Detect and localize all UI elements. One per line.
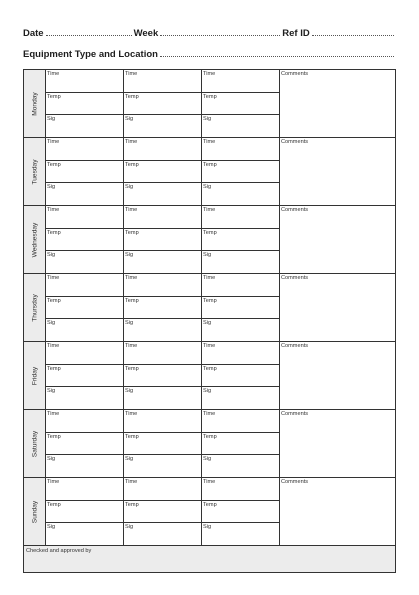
day-label-cell xyxy=(24,478,46,545)
time-cell[interactable]: Time xyxy=(46,70,124,93)
time-cell[interactable]: Time xyxy=(124,410,202,433)
time-cell[interactable]: Time xyxy=(124,342,202,365)
time-cell[interactable]: Time xyxy=(202,138,280,161)
temp-cell[interactable]: Temp xyxy=(202,297,280,319)
sig-cell[interactable]: Sig xyxy=(124,183,202,206)
sig-cell[interactable]: Sig xyxy=(202,387,280,410)
temp-cell[interactable]: Temp xyxy=(124,433,202,455)
header-row-date-week-ref xyxy=(23,28,396,39)
day-label-cell xyxy=(24,206,46,273)
temp-cell[interactable]: Temp xyxy=(46,433,124,455)
ref-id-field[interactable] xyxy=(312,28,394,36)
sig-cell[interactable]: Sig xyxy=(46,387,124,410)
week-field[interactable] xyxy=(160,28,280,36)
day-name: Friday xyxy=(31,366,38,385)
comments-cell[interactable]: Comments xyxy=(281,139,309,145)
temp-cell[interactable]: Temp xyxy=(202,501,280,523)
date-label: Date xyxy=(23,28,44,39)
time-cell[interactable]: Time xyxy=(202,478,280,501)
temp-cell[interactable]: Temp xyxy=(46,161,124,183)
time-cell[interactable]: Time xyxy=(46,342,124,365)
temp-cell[interactable]: Temp xyxy=(46,93,124,115)
time-cell[interactable]: Time xyxy=(202,70,280,93)
week-label: Week xyxy=(133,28,159,39)
temp-cell[interactable]: Temp xyxy=(202,161,280,183)
time-cell[interactable]: Time xyxy=(124,70,202,93)
day-name: Thursday xyxy=(31,293,38,322)
day-name: Wednesday xyxy=(31,222,38,257)
day-block-tuesday xyxy=(24,138,395,206)
comments-cell[interactable]: Comments xyxy=(281,207,309,213)
temp-cell[interactable]: Temp xyxy=(124,297,202,319)
day-block-monday xyxy=(24,70,395,138)
temp-cell[interactable]: Temp xyxy=(124,93,202,115)
approval-footer[interactable] xyxy=(24,546,395,572)
day-block-saturday xyxy=(24,410,395,478)
sig-cell[interactable]: Sig xyxy=(124,387,202,410)
comments-cell[interactable]: Comments xyxy=(281,343,309,349)
day-name: Monday xyxy=(31,91,38,116)
day-label-cell xyxy=(24,410,46,477)
sig-cell[interactable]: Sig xyxy=(202,251,280,274)
time-cell[interactable]: Time xyxy=(202,206,280,229)
sig-cell[interactable]: Sig xyxy=(46,115,124,138)
sig-cell[interactable]: Sig xyxy=(124,455,202,478)
day-block-wednesday xyxy=(24,206,395,274)
day-label-cell xyxy=(24,274,46,341)
approved-label: Checked and approved by xyxy=(26,548,92,554)
temp-cell[interactable]: Temp xyxy=(124,229,202,251)
sig-cell[interactable]: Sig xyxy=(202,455,280,478)
temp-cell[interactable]: Temp xyxy=(202,229,280,251)
day-name: Sunday xyxy=(31,500,38,523)
time-cell[interactable]: Time xyxy=(202,274,280,297)
time-cell[interactable]: Time xyxy=(124,206,202,229)
time-cell[interactable]: Time xyxy=(202,342,280,365)
temp-cell[interactable]: Temp xyxy=(124,365,202,387)
sig-cell[interactable]: Sig xyxy=(46,319,124,342)
sig-cell[interactable]: Sig xyxy=(202,319,280,342)
sig-cell[interactable]: Sig xyxy=(46,251,124,274)
temp-cell[interactable]: Temp xyxy=(46,297,124,319)
sig-cell[interactable]: Sig xyxy=(124,115,202,138)
temp-cell[interactable]: Temp xyxy=(124,501,202,523)
sig-cell[interactable]: Sig xyxy=(202,523,280,546)
comments-cell[interactable]: Comments xyxy=(281,479,309,485)
day-name: Tuesday xyxy=(31,158,38,185)
temp-cell[interactable]: Temp xyxy=(202,365,280,387)
sig-cell[interactable]: Sig xyxy=(46,183,124,206)
temp-cell[interactable]: Temp xyxy=(202,433,280,455)
time-cell[interactable]: Time xyxy=(202,410,280,433)
time-cell[interactable]: Time xyxy=(124,138,202,161)
comments-cell[interactable]: Comments xyxy=(281,71,309,77)
time-cell[interactable]: Time xyxy=(124,478,202,501)
sig-cell[interactable]: Sig xyxy=(46,455,124,478)
comments-cell[interactable]: Comments xyxy=(281,275,309,281)
sig-cell[interactable]: Sig xyxy=(202,115,280,138)
header-row-equipment xyxy=(23,49,396,60)
temp-cell[interactable]: Temp xyxy=(46,229,124,251)
time-cell[interactable]: Time xyxy=(46,410,124,433)
sig-cell[interactable]: Sig xyxy=(124,319,202,342)
day-block-friday xyxy=(24,342,395,410)
day-block-sunday xyxy=(24,478,395,546)
temp-cell[interactable]: Temp xyxy=(46,365,124,387)
date-field[interactable] xyxy=(46,28,132,36)
comments-cell[interactable]: Comments xyxy=(281,411,309,417)
time-cell[interactable]: Time xyxy=(46,478,124,501)
day-label-cell xyxy=(24,138,46,205)
sig-cell[interactable]: Sig xyxy=(202,183,280,206)
time-cell[interactable]: Time xyxy=(46,274,124,297)
temp-cell[interactable]: Temp xyxy=(124,161,202,183)
temp-cell[interactable]: Temp xyxy=(202,93,280,115)
sig-cell[interactable]: Sig xyxy=(46,523,124,546)
sig-cell[interactable]: Sig xyxy=(124,523,202,546)
day-label-cell xyxy=(24,342,46,409)
temperature-log-table xyxy=(23,69,396,573)
temp-cell[interactable]: Temp xyxy=(46,501,124,523)
day-block-thursday xyxy=(24,274,395,342)
ref-id-label: Ref ID xyxy=(282,28,310,39)
equipment-label: Equipment Type and Location xyxy=(23,49,158,60)
day-name: Saturday xyxy=(31,430,38,457)
time-cell[interactable]: Time xyxy=(46,138,124,161)
time-cell[interactable]: Time xyxy=(124,274,202,297)
time-cell[interactable]: Time xyxy=(46,206,124,229)
equipment-field[interactable] xyxy=(160,49,394,57)
sig-cell[interactable]: Sig xyxy=(124,251,202,274)
day-label-cell xyxy=(24,70,46,137)
